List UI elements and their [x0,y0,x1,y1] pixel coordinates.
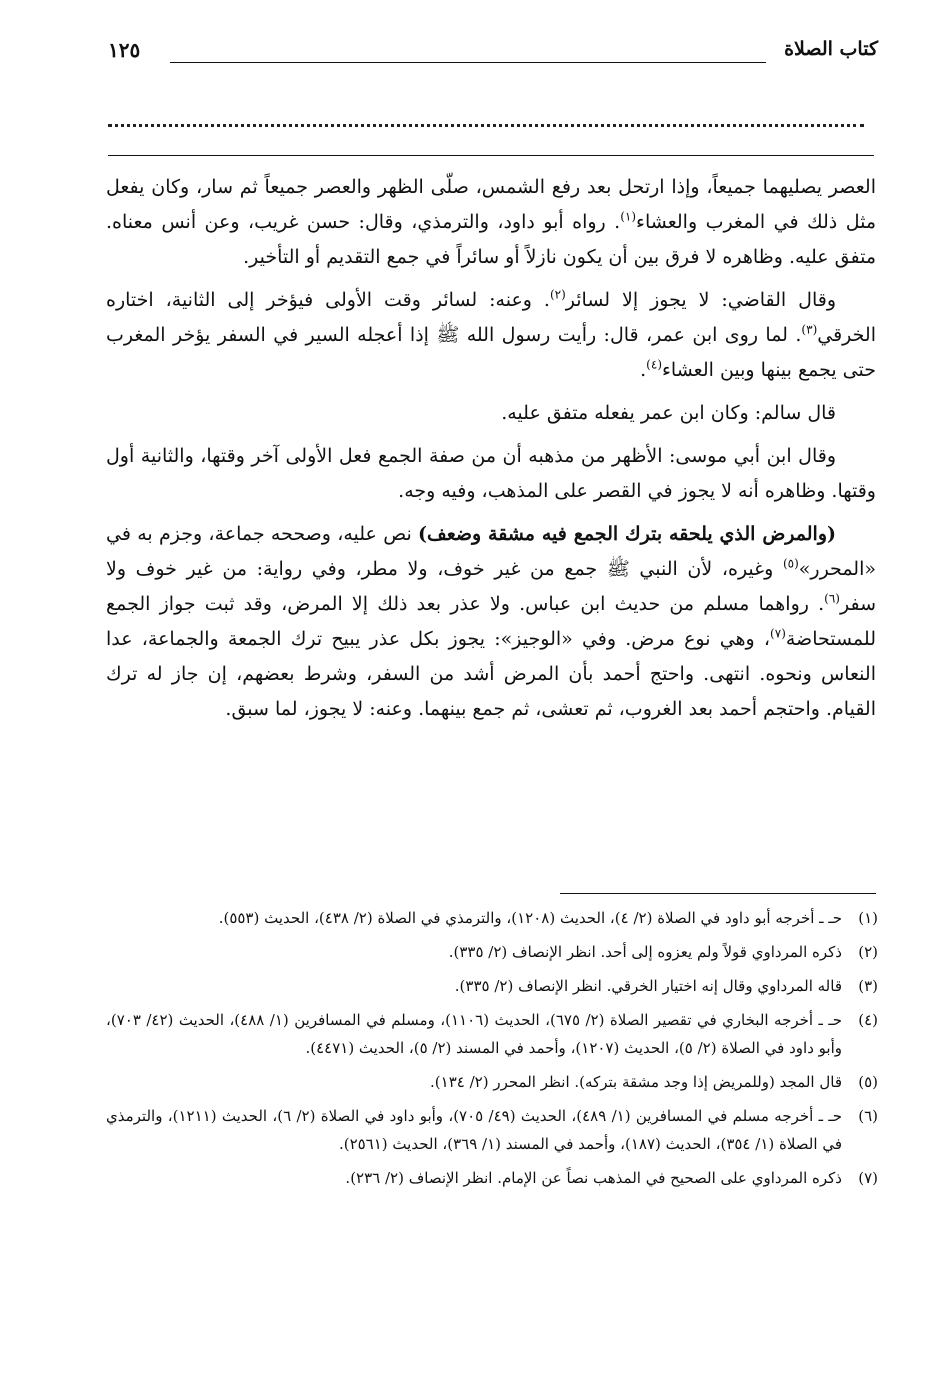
footnote-7 [106,1164,878,1192]
p2-text-a: وقال القاضي: لا يجوز إلا لسائر [565,289,836,311]
paragraph-5 [106,517,876,727]
p5-text-d: ، وهي نوع مرض. وفي «الوجيز»: يجوز بكل عذر يبيح ترك الجمعة والجماعة، عدا النعاس ونحوه. انتهى. واحتج أحمد بأن المرض أشد من السفر، وشرط بعضهم، إن جاز له ترك القيام. واحتجم أحمد بعد الغروب، ثم تعشى، ثم جمع بينهما. وعنه: لا يجوز، لما سبق. [106,628,876,720]
p2-text-b: . وعنه: لسائر وقت الأولى فيؤخر إلى الثانية، اختاره الخرقي [106,289,876,346]
footnote-2 [106,938,878,966]
p5-text-c: . رواهما مسلم من حديث ابن عباس. ولا عذر بعد ذلك إلا المرض، وقد ثبت جواز الجمع للمستحاضة [106,593,876,650]
footnote-ref-3: (٣) [801,322,818,337]
footnote-ref-1: (١) [620,209,637,224]
footnote-number: (٥) [858,1073,878,1091]
paragraph-4: وقال ابن أبي موسى: الأظهر من مذهبه أن من صفة الجمع فعل الأولى آخر وقتها، والثانية أول وقتها. وظاهره أنه لا يجوز في القصر على المذهب، وفيه وجه. [106,445,876,502]
p5-heading: (والمرض الذي يلحقه بترك الجمع فيه مشقة وضعف) [418,523,836,545]
paragraph-2 [106,283,876,388]
paragraph-3: قال سالم: وكان ابن عمر يفعله متفق عليه. [501,402,836,424]
footnote-ref-4: (٤) [646,357,662,372]
footnote-number: (٢) [858,943,878,961]
text-top-rule [108,155,874,156]
page-header [108,38,878,72]
paragraph-1 [106,170,876,275]
footnote-6 [106,1102,878,1158]
header-rule [170,62,766,63]
footnote-rule [560,893,876,894]
footnote-number: (٦) [858,1107,878,1125]
p5-text-a: نص عليه، وصححه جماعة، وجزم به في «المحرر» [106,523,876,580]
page-number: ١٢٥ [108,38,141,62]
footnote-text: ذكره المرداوي قولاً ولم يعزوه إلى أحد. انظر الإنصاف (٢/ ٣٣٥). [448,943,842,961]
p1-text: العصر يصليهما جميعاً، وإذا ارتحل بعد رفع الشمس، صلّى الظهر والعصر جميعاً ثم سار، وكان يفعل مثل ذلك في المغرب والعشاء [106,176,876,233]
footnotes [106,904,878,1198]
p2-text-c: . لما روى ابن عمر، قال: رأيت رسول الله ﷺ إذا أعجله السير في السفر يؤخر المغرب حتى يجمع بينها وبين العشاء [106,324,876,381]
footnote-ref-6: (٦) [824,591,840,606]
main-text [106,170,876,735]
footnote-number: (٧) [858,1169,878,1187]
footnote-text: حـ ـ أخرجه مسلم في المسافرين (١/ ٤٨٩)، الحديث (٤٩/ ٧٠٥)، وأبو داود في الصلاة (٢/ ٦)، الحديث (١٢١١)، والترمذي في الصلاة (١/ ٣٥٤)، الحديث (١٨٧)، وأحمد في المسند (١/ ٣٦٩)، الحديث (٢٥٦١). [106,1107,843,1153]
footnote-number: (٣) [858,977,878,995]
footnote-1 [106,904,878,932]
footnote-ref-5: (٥) [782,556,799,571]
footnote-4 [106,1006,878,1062]
dotted-separator [108,124,864,127]
footnote-text: حـ ـ أخرجه البخاري في تقصير الصلاة (٢/ ٦٧٥)، الحديث (١١٠٦)، ومسلم في المسافرين (١/ ٤٨٨)، الحديث (٤٢/ ٧٠٣)، وأبو داود في الصلاة (٢/ ٥)، الحديث (١٢٠٧)، وأحمد في المسند (٢/ ٥)، الحديث (٤٤٧١). [106,1011,843,1057]
footnote-text: ذكره المرداوي على الصحيح في المذهب نصاً عن الإمام. انظر الإنصاف (٢/ ٢٣٦). [345,1169,842,1187]
footnote-number: (١) [858,909,878,927]
footnote-text: حـ ـ أخرجه أبو داود في الصلاة (٢/ ٤)، الحديث (١٢٠٨)، والترمذي في الصلاة (٢/ ٤٣٨)، الحديث (٥٥٣). [218,909,842,927]
footnote-text: قال المجد (وللمريض إذا وجد مشقة بتركه). انظر المحرر (٢/ ١٣٤). [430,1073,842,1091]
p5-text-b: وغيره، لأن النبي ﷺ جمع من غير خوف، ولا مطر، وفي رواية: من غير خوف ولا سفر [106,558,876,615]
p2-text-d: . [640,359,647,381]
footnote-5 [106,1068,878,1096]
p1-text-b: . رواه أبو داود، والترمذي، وقال: حسن غريب، وعن أنس معناه. متفق عليه. وظاهره لا فرق بين أن يكون نازلاً أو سائراً في جمع التقديم أو التأخير. [106,211,876,268]
chapter-title: كتاب الصلاة [784,38,878,60]
footnote-ref-7: (٧) [770,626,786,641]
footnote-3 [106,972,878,1000]
footnote-text: قاله المرداوي وقال إنه اختيار الخرقي. انظر الإنصاف (٢/ ٣٣٥). [454,977,842,995]
footnote-number: (٤) [858,1011,878,1029]
footnote-ref-2: (٢) [549,287,566,302]
